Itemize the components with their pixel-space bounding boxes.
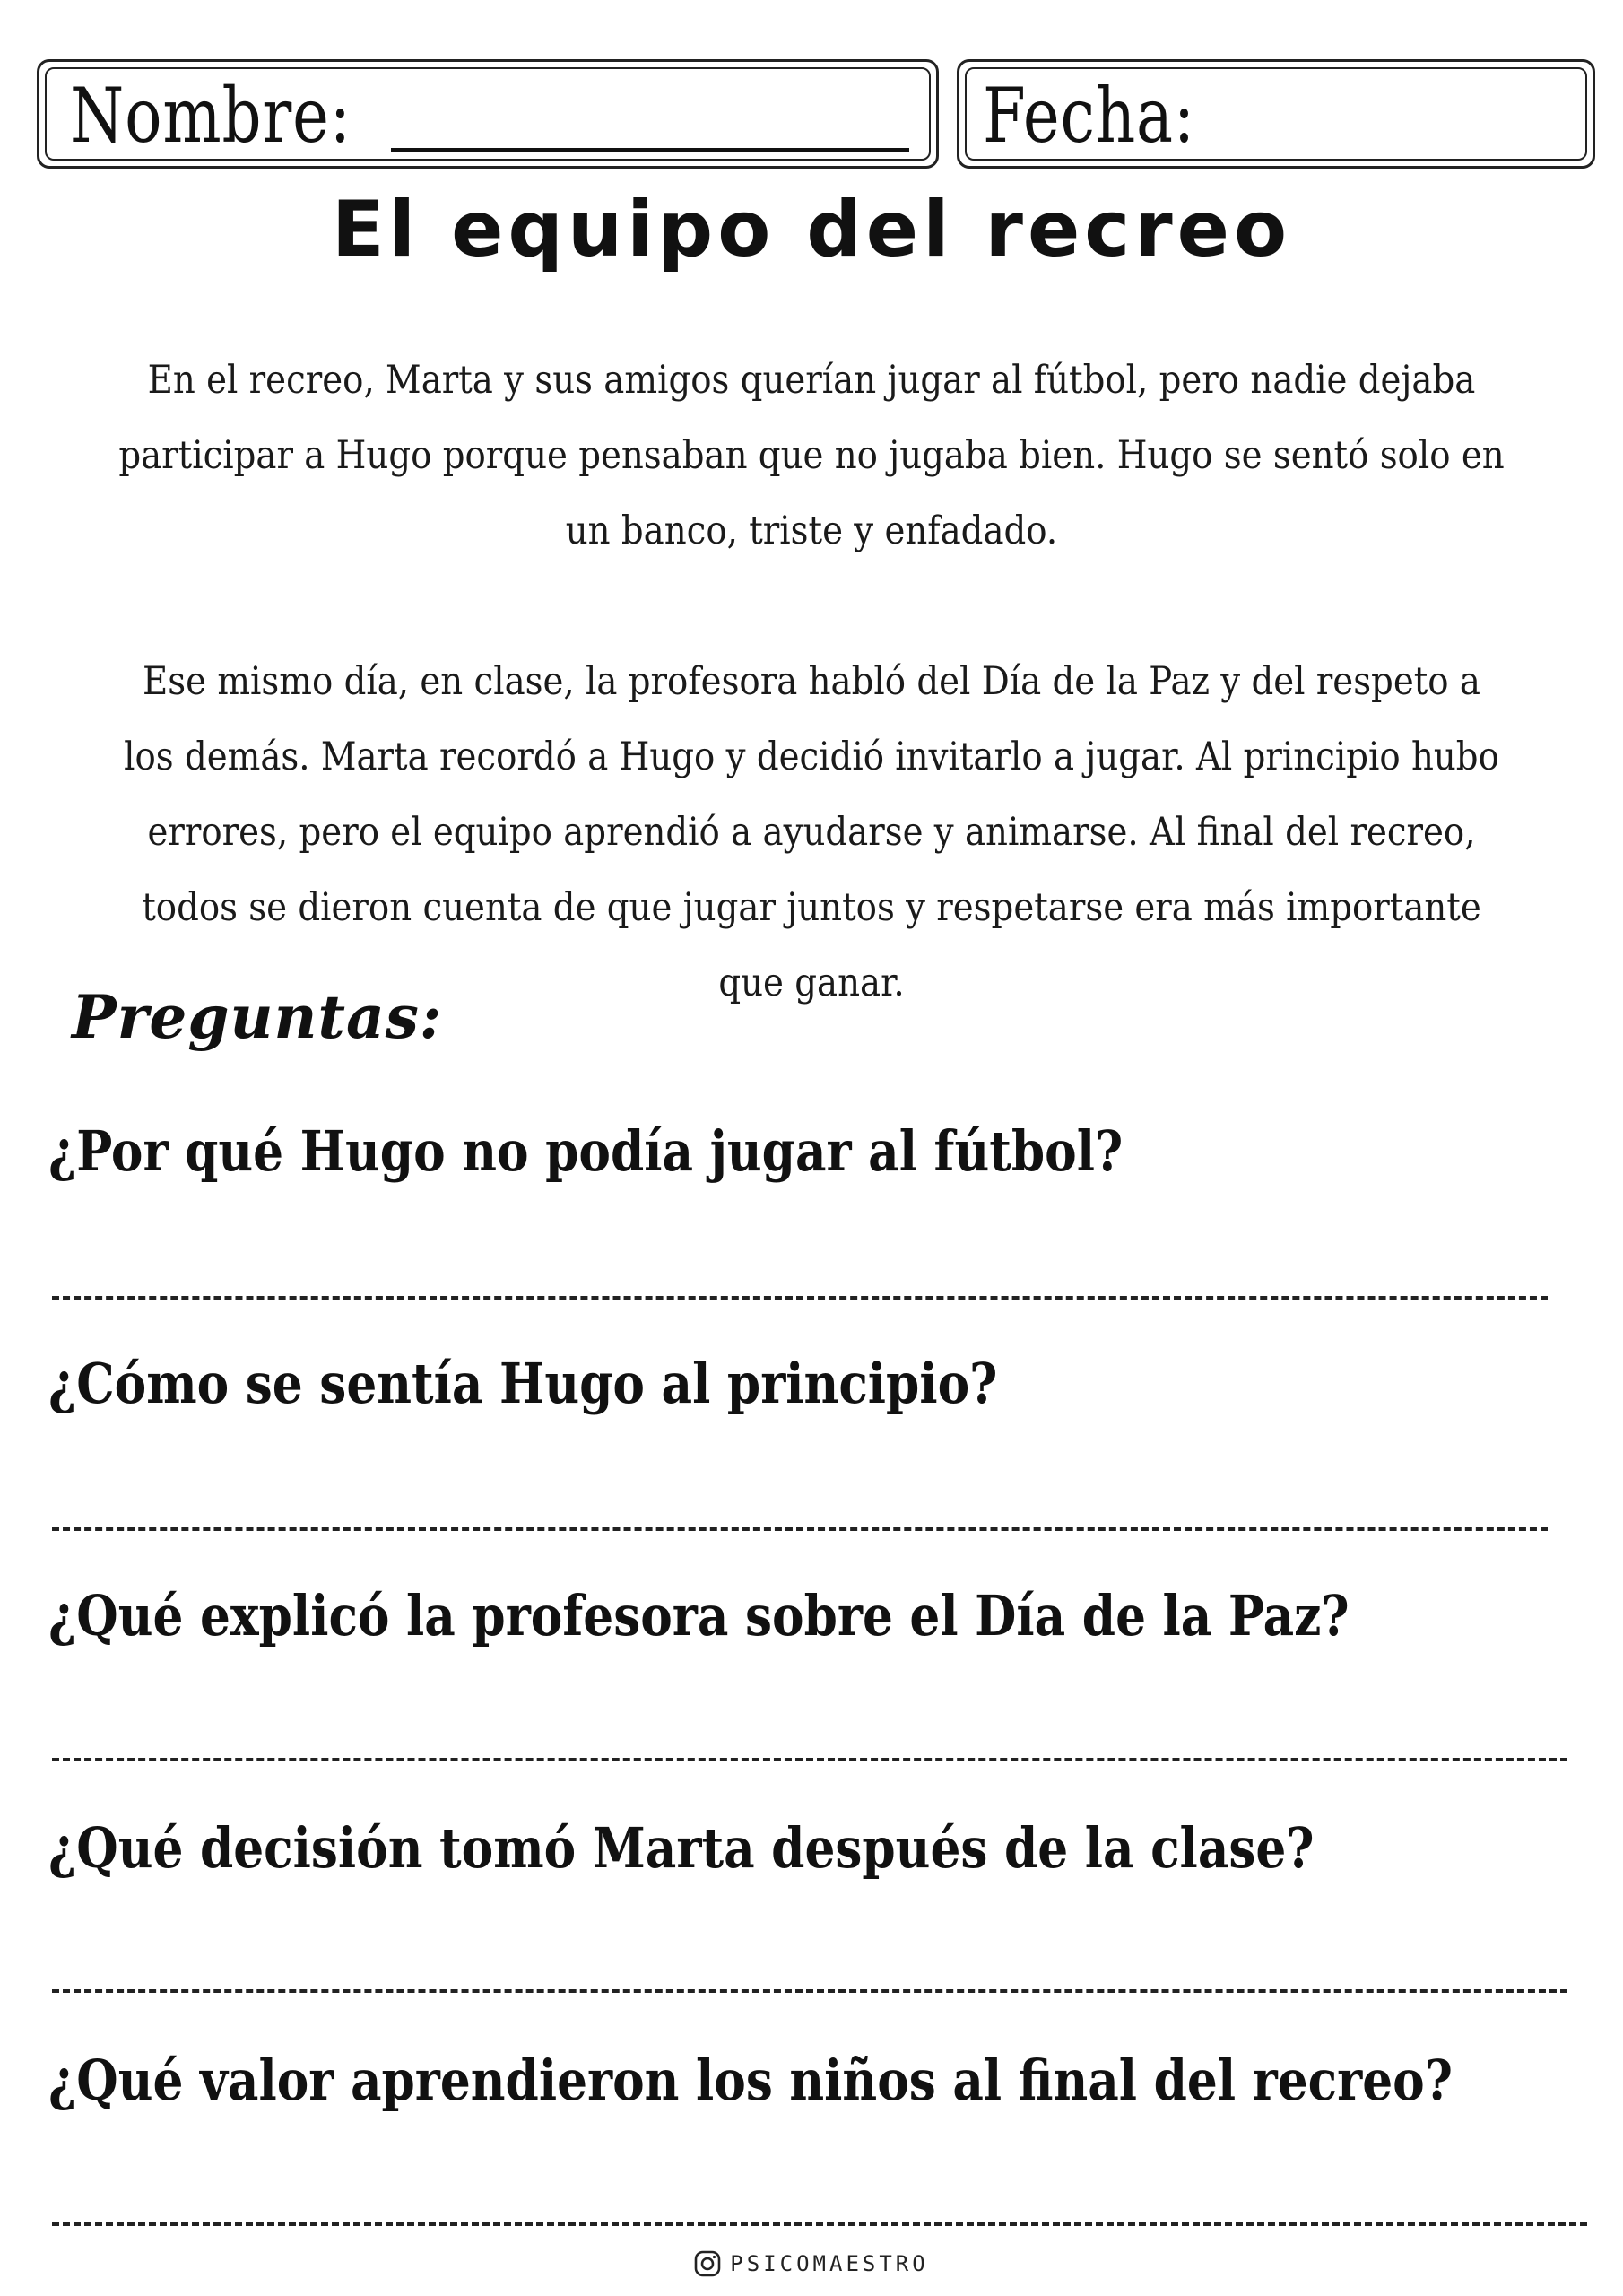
date-label: Fecha: bbox=[983, 72, 1195, 160]
question-1: ¿Por qué Hugo no podía jugar al fútbol? bbox=[48, 1118, 1124, 1184]
instagram-icon bbox=[694, 2250, 721, 2277]
answer-line-2[interactable] bbox=[52, 1527, 1548, 1531]
worksheet-title: El equipo del recreo bbox=[331, 185, 1292, 274]
question-3: ¿Qué explicó la profesora sobre el Día de la Paz? bbox=[48, 1583, 1350, 1648]
question-4: ¿Qué decisión tomó Marta después de la clase? bbox=[48, 1815, 1315, 1881]
answer-line-5[interactable] bbox=[52, 2222, 1587, 2226]
answer-line-4[interactable] bbox=[52, 1989, 1567, 1993]
footer-brand: PSICOMAESTRO bbox=[730, 2251, 929, 2276]
answer-line-3[interactable] bbox=[52, 1758, 1567, 1761]
story-paragraph-1 bbox=[38, 343, 1585, 569]
footer bbox=[0, 2250, 1623, 2277]
date-field-box[interactable] bbox=[957, 59, 1595, 169]
name-label: Nombre: bbox=[70, 72, 352, 160]
question-2: ¿Cómo se sentía Hugo al principio? bbox=[48, 1351, 998, 1416]
questions-heading: Preguntas: bbox=[72, 982, 443, 1052]
story-paragraph-1-text: En el recreo, Marta y sus amigos querían jugar al fútbol, pero nadie dejaba participar a Hugo porque pensaban que no jugaba bien. Hugo se sentó solo en un banco, triste y enfadado. bbox=[118, 358, 1505, 553]
name-write-line[interactable] bbox=[391, 148, 909, 152]
story-paragraph-2 bbox=[38, 644, 1585, 1021]
name-field-box[interactable] bbox=[37, 59, 939, 169]
question-5: ¿Qué valor aprendieron los niños al final del recreo? bbox=[48, 2048, 1453, 2113]
story-paragraph-2-text: Ese mismo día, en clase, la profesora habló del Día de la Paz y del respeto a los demás. Marta recordó a Hugo y decidió invitarlo a jugar. Al principio hubo errores, pero el equipo aprendió a ayudarse y animarse. Al final del recreo, todos se dieron cuenta de que jugar juntos y respetarse era más importante que ganar. bbox=[124, 659, 1499, 1005]
answer-line-1[interactable] bbox=[52, 1296, 1548, 1300]
